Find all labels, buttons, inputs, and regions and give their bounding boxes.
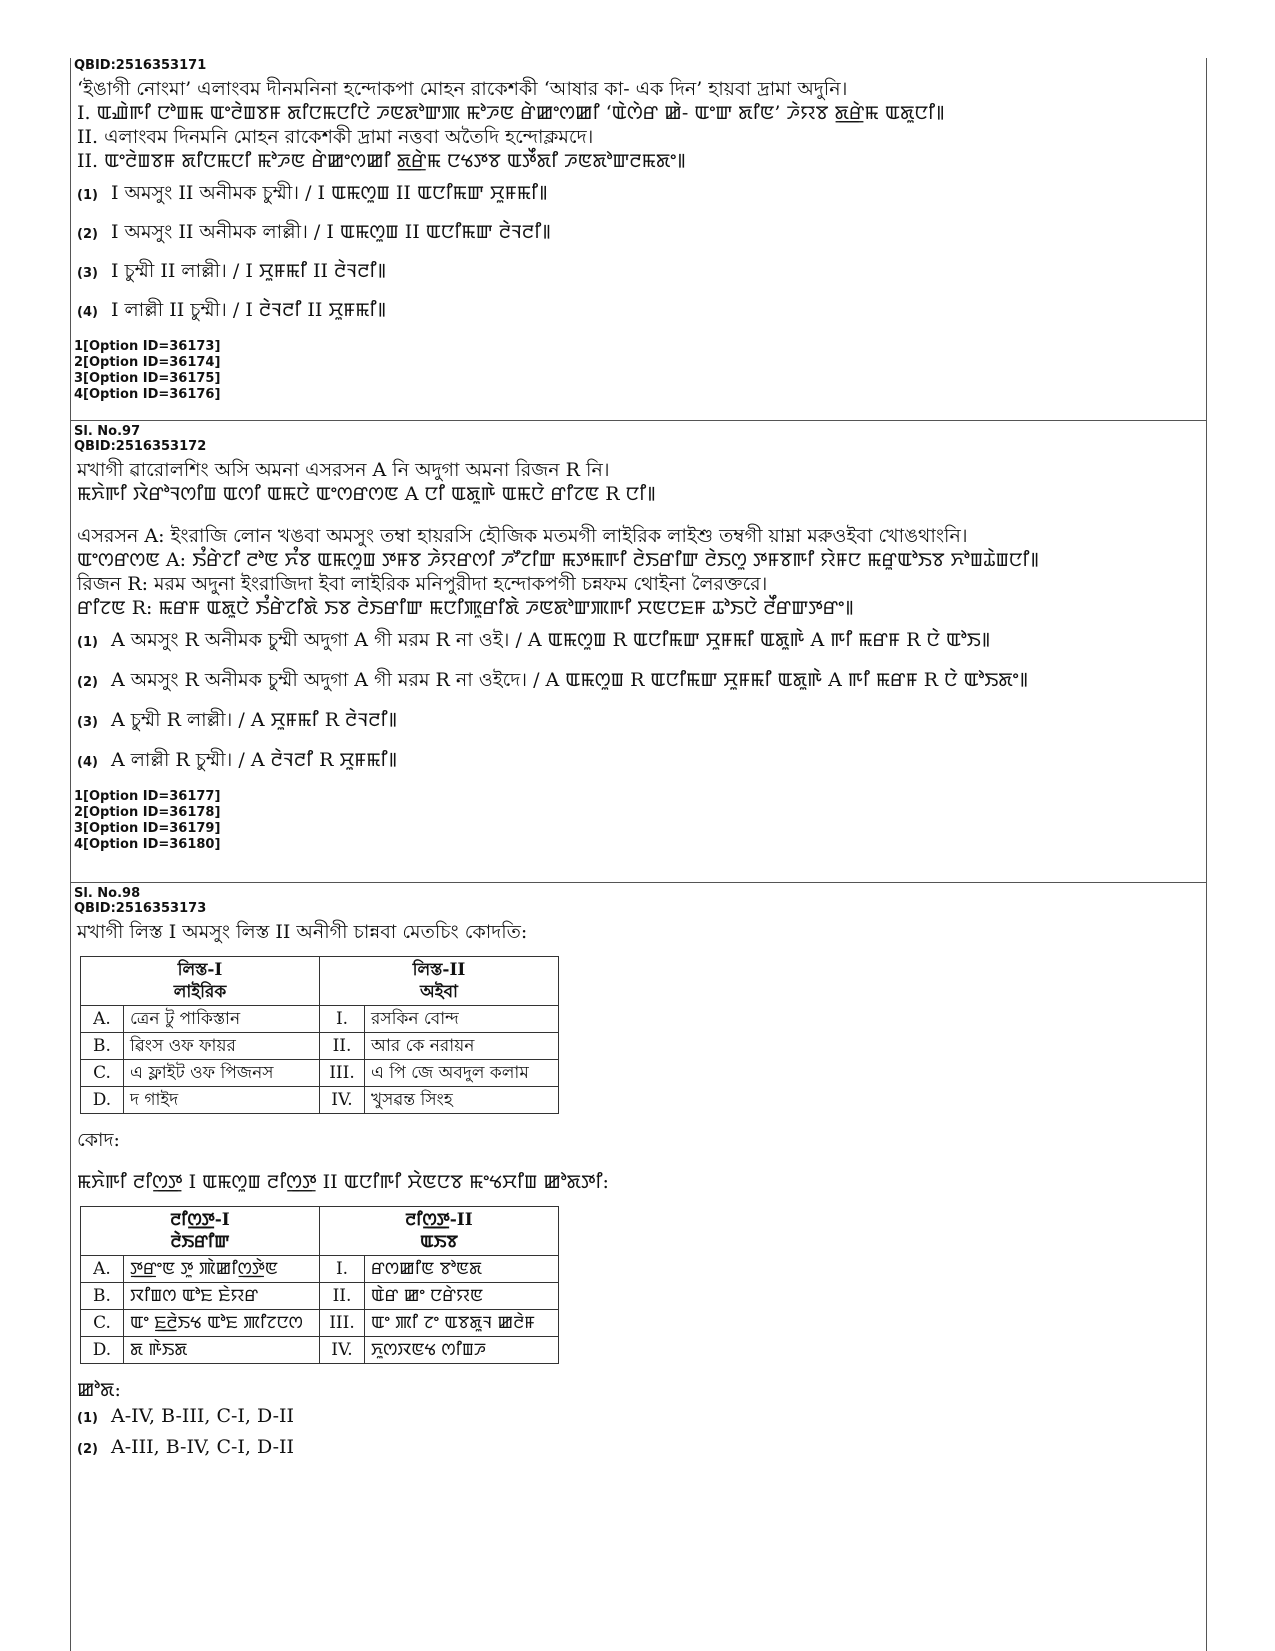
sl-no: Sl. No.98 [74,886,141,901]
qbid: QBID:2516353173 [74,901,207,916]
divider [70,882,1206,883]
option-3[interactable]: (3) A চুম্মী R লাল্লী। / A ꯆꯨꯝꯃꯤ R ꯂꯥꯜꯂꯤ꯫ [77,709,398,731]
divider [70,420,1206,421]
qbid: QBID:2516353171 [74,58,207,73]
code-label: কোদ: [77,1129,120,1151]
option-id: 3[Option ID=36175] [74,371,221,386]
reason-text: রিজন R: মরম অদুনা ইংরাজিদা ইবা লাইরিক মনিপুরীদা হন্দোকপগী চন্নফম থোইনা লৈরক্তরে। [77,573,768,595]
question-text: ‘ইঙাগী নোংমা’ এলাংবম দীনমনিনা হন্দোকপা মোহন রাকেশকী ‘আষার কা- এক দিন’ হায়বা দ্রামা অদুনি। [77,78,848,100]
option-id: 1[Option ID=36177] [74,789,221,804]
option-2[interactable]: (2) A-III, B-IV, C-I, D-II [77,1436,295,1458]
option-id: 3[Option ID=36179] [74,821,221,836]
option-2[interactable]: (2) I অমসুং II অনীমক লাল্লী। / I ꯑꯃꯁꯨꯡ II ꯑꯅꯤꯃꯛ ꯂꯥꯜꯂꯤ꯫ [77,221,551,243]
table-row: B. ꯋꯤꯡꯁ ꯑꯣꯐ ꯐꯥꯌꯔ II. ꯑꯥꯔ ꯀꯦ ꯅꯔꯥꯌꯟ [81,1283,559,1310]
table-row: C. ꯑꯦ ꯐ꯭ꯂꯥꯏꯠ ꯑꯣꯐ ꯄꯤꯖꯅꯁ III. ꯑꯦ ꯄꯤ ꯖꯦ ꯑꯕꯗꯨꯜ ꯀꯂꯥꯝ [81,1310,559,1337]
option-4[interactable]: (4) A লাল্লী R চুম্মী। / A ꯂꯥꯜꯂꯤ R ꯆꯨꯝꯃꯤ꯫ [77,749,398,771]
option-3[interactable]: (3) I চুম্মী II লাল্লী। / I ꯆꯨꯝꯃꯤ II ꯂꯥꯜꯂꯤ꯫ [77,260,387,282]
option-id: 4[Option ID=36176] [74,387,221,402]
option-id: 4[Option ID=36180] [74,837,221,852]
table-row: A. ত্রেন টু পাকিস্তান I. রসকিন বোন্দ [81,1006,559,1033]
match-table-meitei: ꯂꯤꯁ꯭ꯇ-I ꯂꯥꯏꯔꯤꯛ ꯂꯤꯁ꯭ꯇ-II ꯑꯏꯕ A. ꯇ꯭ꯔꯦꯟ ꯇꯨ ꯄꯥꯀꯤꯁ꯭ꯇꯥꯟ I. ꯔꯁꯀꯤꯟ ꯕꯣꯟꯗ B. ꯋꯤꯡꯁ ꯑꯣꯐ ꯐꯥꯌꯔ II. ꯑꯥꯔ ꯀꯦ ꯅꯔꯥꯌꯟ C. ꯑꯦ ꯐ꯭ꯂꯥꯏꯠ ꯑꯣꯐ ꯄꯤꯖꯅꯁ III. ꯑꯦ ꯄꯤ ꯖꯦ ꯑꯕꯗꯨꯜ ꯀꯂꯥꯝ D. ꯗ ꯒꯥꯏꯗ IV. ꯈꯨꯁꯋꯟꯠ ꯁꯤꯡꯍ [80,1206,559,1364]
sl-no: Sl. No.97 [74,424,141,439]
reason-text: ꯔꯤꯖꯟ R: ꯃꯔꯝ ꯑꯗꯨꯅꯥ ꯏꯪꯔꯥꯖꯤꯗꯥ ꯏꯕ ꯂꯥꯏꯔꯤꯛ ꯃꯅꯤꯄꯨꯔꯤꯗꯥ ꯍꯟꯗꯣꯛꯄꯒꯤ ꯆꯟꯅꯐꯝ ꯊꯣꯏꯅꯥ ꯂꯩꯔꯛꯇꯔꯦ꯫ [77,597,854,619]
question-text: ꯃꯈꯥꯒꯤ ꯋꯥꯔꯣꯜꯁꯤꯡ ꯑꯁꯤ ꯑꯃꯅꯥ ꯑꯦꯁꯔꯁꯟ A ꯅꯤ ꯑꯗꯨꯒꯥ ꯑꯃꯅꯥ ꯔꯤꯖꯟ R ꯅꯤ꯫ [77,483,656,505]
question-96 [70,58,1205,403]
question-text: I. ꯑꯉꯥꯒꯤ ꯅꯣꯡꯃ ꯑꯦꯂꯥꯡꯕꯝ ꯗꯤꯅꯃꯅꯤꯅꯥ ꯍꯟꯗꯣꯛꯄ ꯃꯣꯍꯟ ꯔꯥꯀꯦꯁꯀꯤ ‘ꯑꯥꯁꯥꯔ ꯀꯥ- ꯑꯦꯛ ꯗꯤꯟ’ ꯍꯥꯌꯕ ꯗ꯭ꯔꯥꯃ ꯑꯗꯨꯅꯤ꯫ [77,102,945,124]
option-id: 2[Option ID=36178] [74,805,221,820]
question-97 [70,424,1205,853]
question-text: মখাগী লিস্ত I অমসুং লিস্ত II অনীগী চান্নবা মেতচিং কোদতি: [77,921,528,943]
question-text: II. ꯑꯦꯂꯥꯡꯕꯝ ꯗꯤꯅꯃꯅꯤ ꯃꯣꯍꯟ ꯔꯥꯀꯦꯁꯀꯤ ꯗ꯭ꯔꯥꯃ ꯅꯠꯇꯕ ꯑꯇꯩꯗꯤ ꯍꯟꯗꯣꯛꯂꯃꯗꯦ꯫ [77,150,686,172]
option-1[interactable]: (1) A-IV, B-III, C-I, D-II [77,1405,295,1427]
option-4[interactable]: (4) I লাল্লী II চুম্মী। / I ꯂꯥꯜꯂꯤ II ꯆꯨꯝꯃꯤ꯫ [77,299,387,321]
option-1[interactable]: (1) A অমসুং R অনীমক চুম্মী অদুগা A গী মরম R না ওই। / A ꯑꯃꯁꯨꯡ R ꯑꯅꯤꯃꯛ ꯆꯨꯝꯃꯤ ꯑꯗꯨꯒꯥ A ꯒꯤ ꯃꯔꯝ R ꯅꯥ ꯑꯣꯏ꯫ [77,629,991,651]
code-label-meitei: ꯀꯣꯗ: [77,1379,121,1401]
match-table-bengali: লিস্ত-I লাইরিক লিস্ত-II অইবা A. ত্রেন টু পাকিস্তান I. রসকিন বোন্দ B. ৱিংস ওফ ফায়র II. আর কে নরায়ন C. এ ফ্লাইট ওফ পিজনস III. এ পি জে অবদুল কলাম D. দ গাইদ IV. খুসৱন্ত সিংহ [80,956,559,1114]
table-row: B. ৱিংস ওফ ফায়র II. আর কে নরায়ন [81,1033,559,1060]
question-98 [70,886,1205,1462]
qbid: QBID:2516353172 [74,439,207,454]
assertion-text: এসরসন A: ইংরাজি লোন খঙবা অমসুং তম্বা হায়রসি হৌজিক মতমগী লাইরিক লাইশু তম্বগী য়াম্না মরুওইবা খোঙথাংনি। [77,525,968,547]
question-text-meitei: ꯃꯈꯥꯒꯤ ꯂꯤꯁ꯭ꯇ I ꯑꯃꯁꯨꯡ ꯂꯤꯁ꯭ꯇ II ꯑꯅꯤꯒꯤ ꯆꯥꯟꯅꯕ ꯃꯦꯠꯆꯤꯡ ꯀꯣꯗꯇꯤ: [77,1171,609,1193]
option-id: 2[Option ID=36174] [74,355,221,370]
question-text: মখাগী ৱারোলশিং অসি অমনা এসরসন A নি অদুগা অমনা রিজন R নি। [77,459,610,481]
option-1[interactable]: (1) I অমসুং II অনীমক চুম্মী। / I ꯑꯃꯁꯨꯡ II ꯑꯅꯤꯃꯛ ꯆꯨꯝꯃꯤ꯫ [77,182,548,204]
option-id: 1[Option ID=36173] [74,339,221,354]
assertion-text: ꯑꯦꯁꯔꯁꯟ A: ꯏꯪꯔꯥꯖꯤ ꯂꯣꯟ ꯈꯪꯕ ꯑꯃꯁꯨꯡ ꯇꯝꯕ ꯍꯥꯌꯔꯁꯤ ꯍꯧꯖꯤꯛ ꯃꯇꯃꯒꯤ ꯂꯥꯏꯔꯤꯛ ꯂꯥꯏꯁꯨ ꯇꯝꯕꯒꯤ ꯌꯥꯝꯅ ꯃꯔꯨꯑꯣꯏꯕ ꯈꯣꯡꯊꯥꯡꯅꯤ꯫ [77,549,1039,571]
table-row: D. দ গাইদ IV. খুসৱন্ত সিংহ [81,1087,559,1114]
table-row: D. ꯗ ꯒꯥꯏꯗ IV. ꯈꯨꯁꯋꯟꯠ ꯁꯤꯡꯍ [81,1337,559,1364]
table-row: A. ꯇ꯭ꯔꯦꯟ ꯇꯨ ꯄꯥꯀꯤꯁ꯭ꯇꯥꯟ I. ꯔꯁꯀꯤꯟ ꯕꯣꯟꯗ [81,1256,559,1283]
option-2[interactable]: (2) A অমসুং R অনীমক চুম্মী অদুগা A গী মরম R না ওইদে। / A ꯑꯃꯁꯨꯡ R ꯑꯅꯤꯃꯛ ꯆꯨꯝꯃꯤ ꯑꯗꯨꯒꯥ A ꯒꯤ ꯃꯔꯝ R ꯅꯥ ꯑꯣꯏꯗꯦ꯫ [77,669,1029,691]
table-row: C. এ ফ্লাইট ওফ পিজনস III. এ পি জে অবদুল কলাম [81,1060,559,1087]
question-text: II. এলাংবম দিনমনি মোহন রাকেশকী দ্রামা নত্তবা অতৈদি হন্দোক্লমদে। [77,126,594,148]
